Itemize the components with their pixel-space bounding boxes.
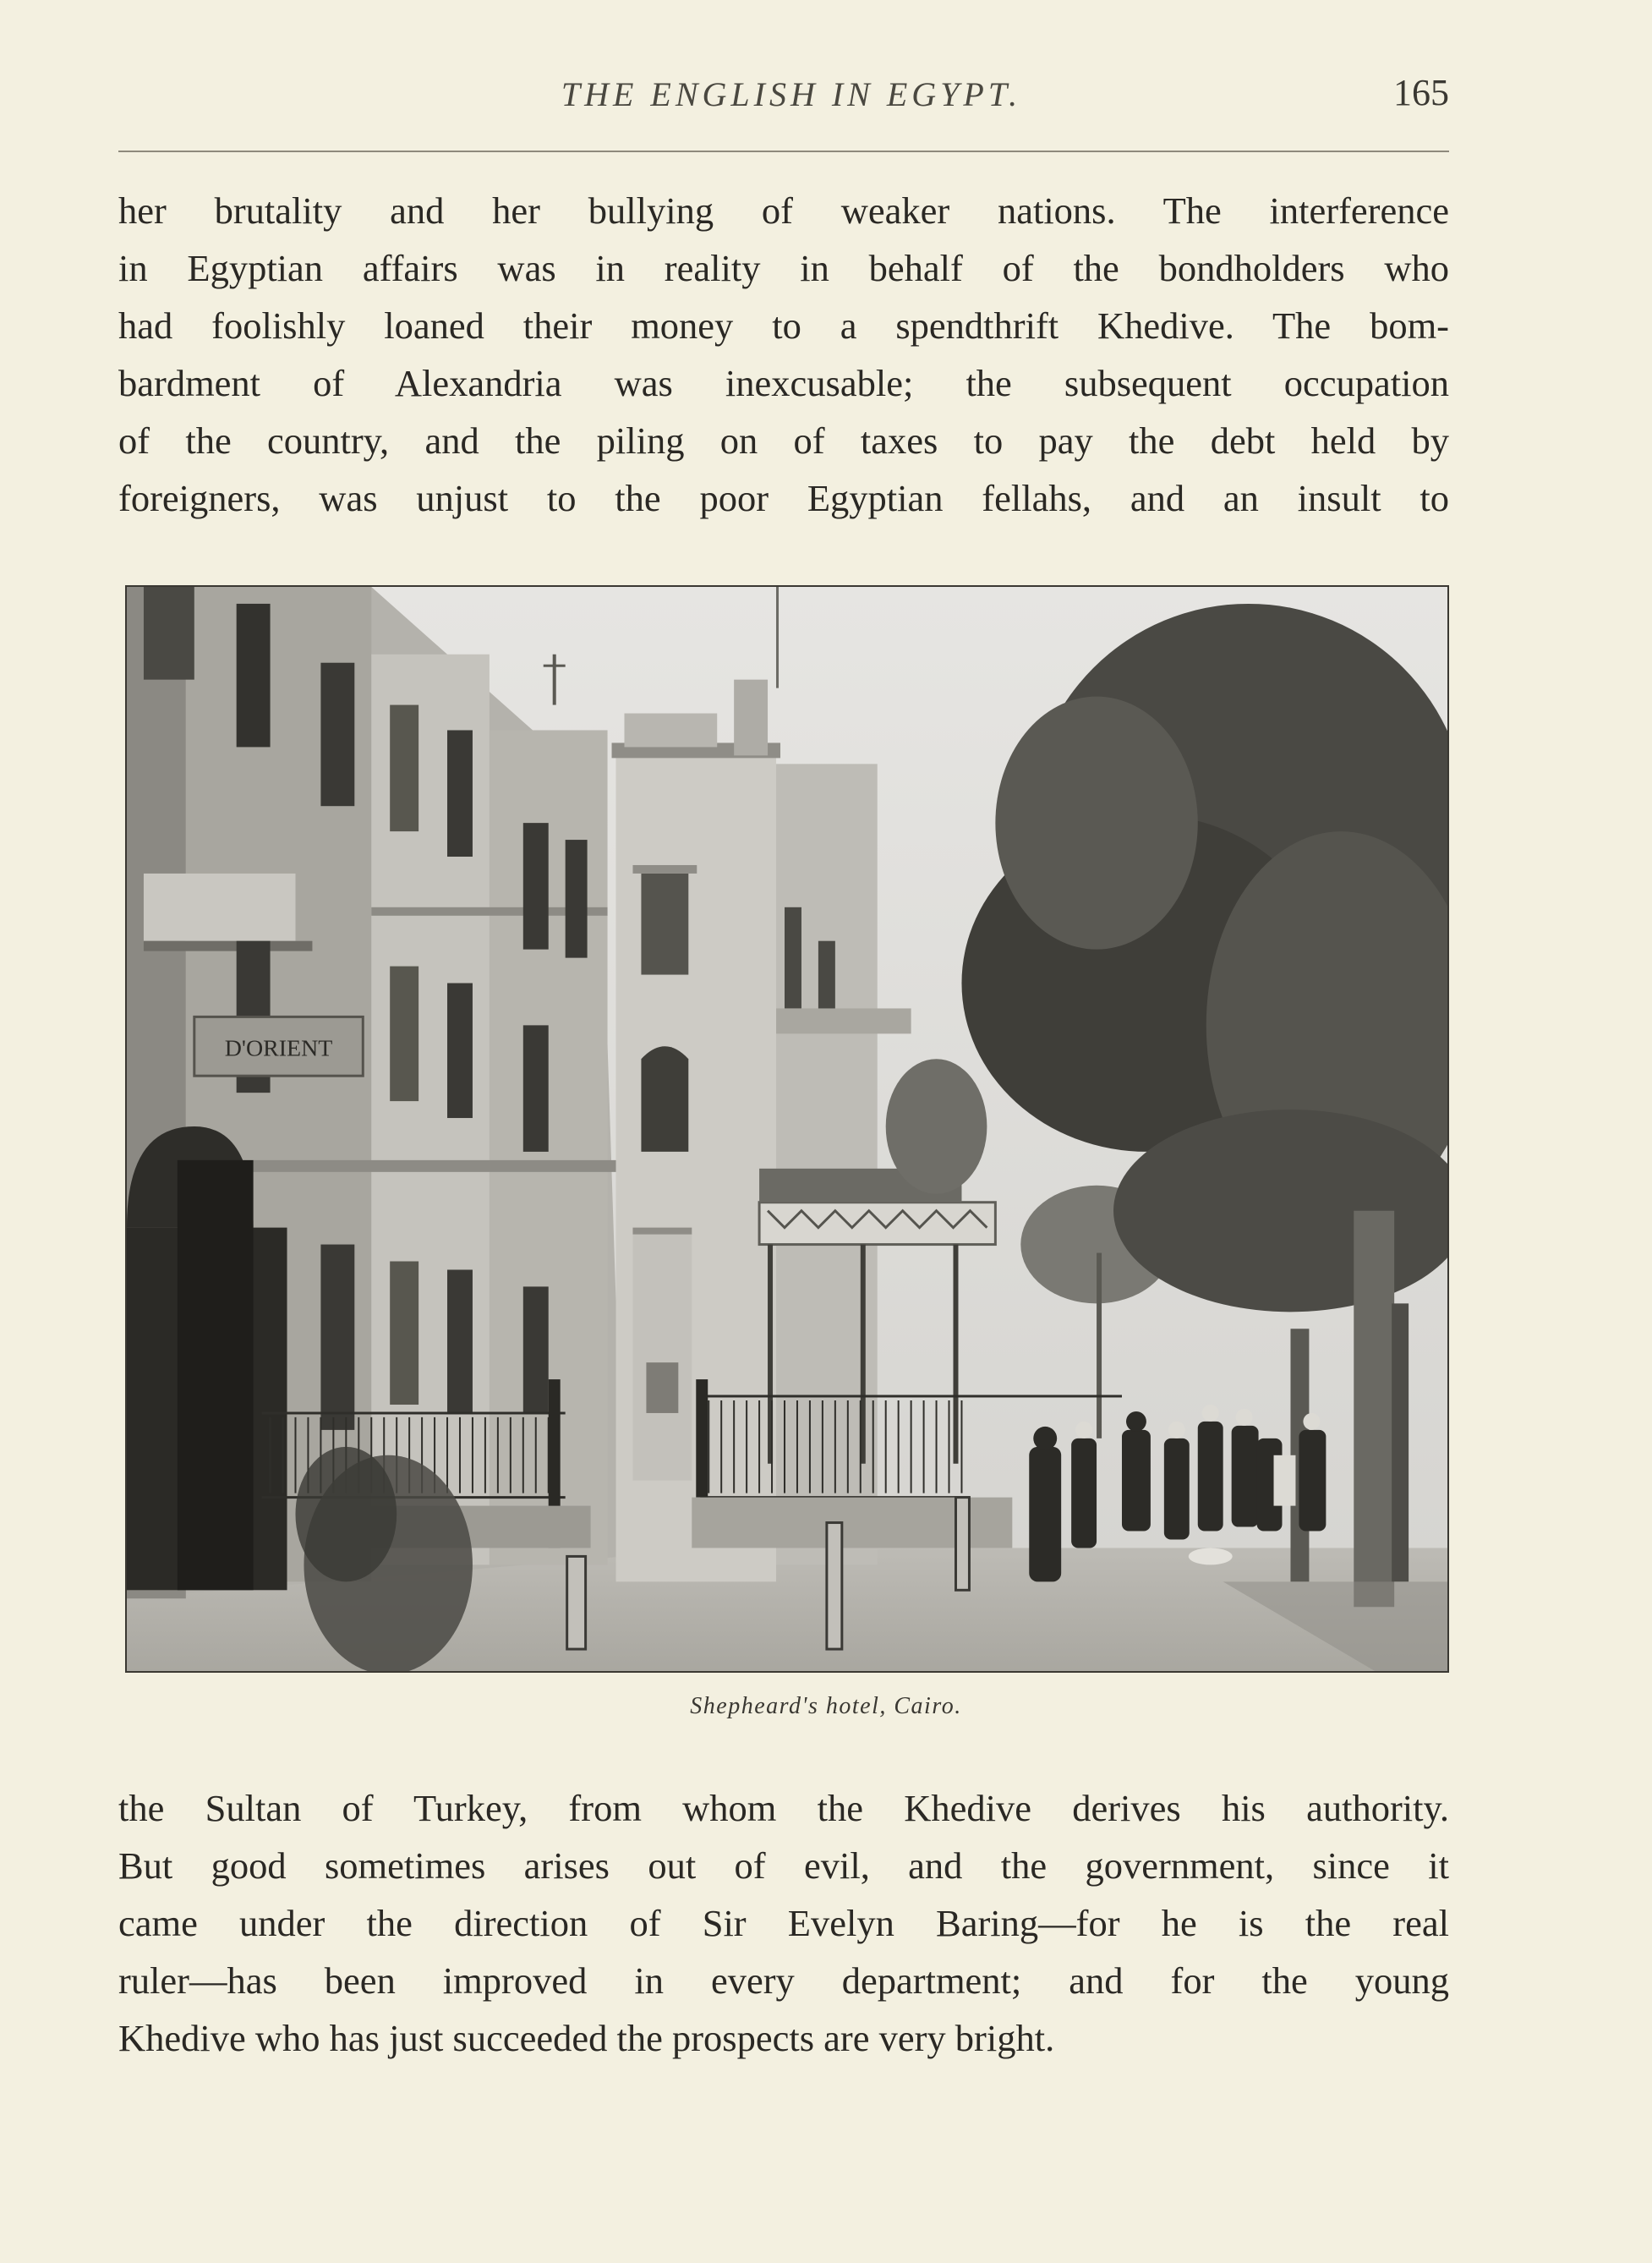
text-line: bardment of Alexandria was inexcusable; the subsequent occupation [118, 362, 1449, 404]
text-line: in Egyptian affairs was in reality in behalf of the bondholders who [118, 247, 1449, 289]
running-head [0, 74, 1652, 117]
page-number: 165 [1393, 72, 1449, 113]
text-line: her brutality and her bullying of weaker nations. The interference [118, 189, 1449, 232]
hotel-photograph [127, 587, 1447, 1671]
header-rule [118, 151, 1449, 152]
plate-caption: Shepheard's hotel, Cairo. [690, 1693, 962, 1719]
paragraph-bottom [118, 1779, 1449, 2067]
photograph-plate [125, 585, 1449, 1673]
text-line: foreigners, was unjust to the poor Egyptian fellahs, and an insult to [118, 477, 1449, 519]
paragraph-top [118, 182, 1449, 527]
text-line: the Sultan of Turkey, from whom the Khedive derives his authority. [118, 1787, 1449, 1829]
hotel-sign: D'ORIENT [224, 1035, 333, 1062]
text-line: But good sometimes arises out of evil, and the government, since it [118, 1844, 1449, 1887]
running-title: THE ENGLISH IN EGYPT. [561, 75, 1022, 113]
text-line: had foolishly loaned their money to a spendthrift Khedive. The bom- [118, 304, 1449, 347]
text-line: of the country, and the piling on of taxes to pay the debt held by [118, 419, 1449, 462]
text-line: came under the direction of Sir Evelyn Baring—for he is the real [118, 1902, 1449, 1944]
text-line: ruler—has been improved in every department; and for the young [118, 1959, 1449, 2002]
text-line: Khedive who has just succeeded the prospects are very bright. [118, 2017, 1055, 2059]
